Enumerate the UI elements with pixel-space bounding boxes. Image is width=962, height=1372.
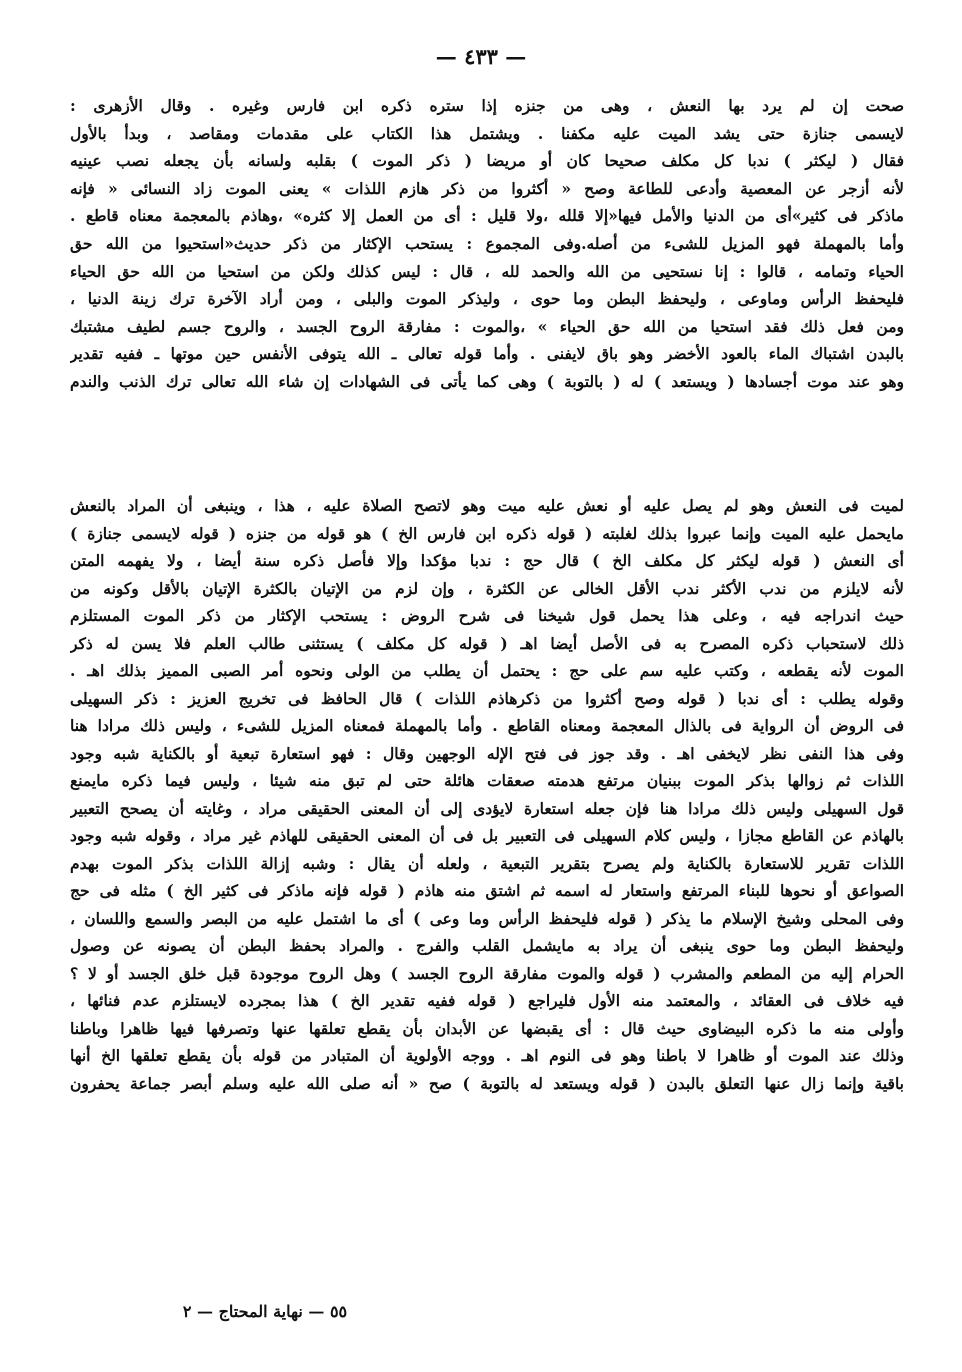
footer-signature (0, 1302, 962, 1321)
main-text-line: بالبدن اشتباك الماء بالعود الأخضر وهو باق لايفنى . وأما قوله تعالى ـ الله يتوفى الأنفس حين موتها ـ ففيه تقدير (70, 344, 904, 364)
commentary-line: فى الروض أن الرواية فى بالذال المعجمة ومعناه القاطع . وأما بالمهملة فمعناه المزيل للشىء ، وليس ذلك مرادا هنا (70, 716, 904, 735)
commentary-line: ذلك لاستحباب ذكره المصرح به فى الأصل أيضا اهـ ( قوله كل مكلف ) يستثنى طالب العلم فلا يسن له ذكر (70, 633, 904, 653)
commentary-line: لأنه لايلزم من ندب الأكثر ندب الأقل الخالى عن الكثرة ، وإن لزم من الإتيان بالكثرة الإتيان بالأقل وكونه من (70, 578, 904, 598)
commentary-line: وذلك عند الموت أو ظاهرا لا باطنا وهو فى النوم اهـ . ووجه الأولوية أن المتبادر من قوله بأن يقطع تعلقها الخ أنها (70, 1046, 904, 1065)
main-text-line: فقال ( ليكثر ) ندبا كل مكلف صحيحا كان أو مريضا ( ذكر الموت ) بقلبه ولسانه بأن يجعله نصب عينيه (70, 151, 904, 171)
main-text-line: وأما بالمهملة فهو المزيل للشىء من أصله.وفى المجموع : يستحب الإكثار من ذكر حديث«استحيوا من الله حق (70, 233, 904, 253)
main-text-line: فليحفظ الرأس وماوعى ، وليحفظ البطن وما حوى ، وليذكر الموت والبلى ، ومن أراد الآخرة ترك زينة الدنيا ، (70, 289, 904, 309)
main-text-line: ماذكر فى كثير»أى من الدنيا والأمل فيها«إلا قلله ،ولا قليل : أى من العمل إلا كثره» ،وهاذم بالمعجمة معناه قاطع . (70, 206, 904, 226)
commentary-line: وقوله يطلب : أى ندبا ( قوله وصح أكثروا من ذكرهاذم اللذات ) قال الحافظ فى تخريج العزيز : ذكر السهيلى (70, 688, 904, 708)
commentary-line: فيه خلاف فى العقائد ، والمعتمد منه الأول فليراجع ( قوله ففيه تقدير الخ ) هذا بمجرده لايستلزم عدم فنائها ، (70, 991, 904, 1010)
commentary-line: قول السهيلى وليس ذلك مرادا هنا فإن جعله استعارة لايؤدى إلى أن المعنى الحقيقى مراد ، وغايته أن يصحح التعبير (70, 798, 904, 818)
page-number: — ٤٣٣ — (435, 44, 527, 69)
commentary-line: حيث اندراجه فيه ، وعلى هذا يحمل قول شيخنا فى شرح الروض : يستحب الإكثار من ذكر الموت المستلزم (70, 606, 904, 625)
commentary-line: اللذات ثم زوالها بذكر الموت ببنيان مرتفع هدمته صعقات هائلة حتى لم تبق منه شيئا ، وليس فيما ذكره مايمنع (70, 771, 904, 790)
commentary-line: الموت لأنه يقطعه ، وكتب عليه سم على حج : يحتمل أن يطلب من الولى ونحوه أمر الصبى المميز بذلك اهـ . (70, 661, 904, 680)
signature-text: ٥٥ — نهاية المحتاج — ٢ (182, 1302, 348, 1321)
commentary-line: وفى المحلى وشيخ الإسلام ما يذكر ( قوله فليحفظ الرأس وما وعى ) أى ما اشتمل عليه من البصر والسمع واللسان ، (70, 908, 904, 928)
commentary-line: باقية وإنما زال عنها التعلق بالبدن ( قوله ويستعد له بالتوبة ) صح « أنه صلى الله عليه وسلم أبصر جماعة يحفرون (70, 1073, 904, 1093)
commentary-line: الصواعق أو نحوها للبناء المرتفع واستعار له اسمه ثم اشتق منه هاذم ( قوله فإنه ماذكر فى كثير الخ ) مثله فى حج (70, 881, 904, 900)
commentary-block (70, 492, 904, 1097)
main-text-line: الحياء وتمامه ، قالوا : إنا نستحيى من الله والحمد لله ، قال : ليس كذلك ولكن من استحيا من الله حق الحياء (70, 261, 904, 281)
commentary-line: لميت فى النعش وهو لم يصل عليه أو نعش عليه ميت وهو لاتصح الصلاة عليه ، هذا ، وينبغى أن المراد بالنعش (70, 496, 904, 515)
main-text-line: ومن فعل ذلك فقد استحيا من الله حق الحياء » ،والموت : مفارقة الروح الجسد ، والروح جسم لطيف مشتبك (70, 316, 904, 336)
main-text-line: وهو عند موت أجسادها ( ويستعد ) له ( بالتوبة ) وهى كما يأتى فى الشهادات إن شاء الله تعالى ترك الذنب والندم (70, 371, 904, 391)
main-text-line: صحت إن لم يرد بها النعش ، وهى من جنزه إذا ستره ذكره ابن فارس وغيره . وقال الأزهرى : (70, 96, 904, 115)
commentary-line: الحرام إليه من المطعم والمشرب ( قوله والموت مفارقة الروح الجسد ) وهل الروح موجودة قبل خلق الجسد أو لا ؟ (70, 963, 904, 983)
commentary-line: وأولى منه ما ذكره البيضاوى حيث قال : أى يقبضها عن الأبدان بأن يقطع تعلقها عنها وتصرفها فيها ظاهرا وباطنا (70, 1018, 904, 1038)
commentary-line: وليحفظ البطن وما حوى ينبغى أن يراد به مايشمل القلب والفرج . والمراد بحفظ البطن أن يصونه عن وصول (70, 936, 904, 955)
commentary-line: مايحمل عليه الميت وإنما عبروا بذلك لغلبته ( قوله ذكره ابن فارس الخ ) هو قوله من جنزه ( قوله لايسمى جنازة ) (70, 523, 904, 543)
commentary-line: اللذات تقرير للاستعارة بالكناية ولم يصرح بتقرير التبعية ، ولعله أن يقال : وشبه إزالة اللذات بذكر الموت بهدم (70, 853, 904, 873)
commentary-line: أى النعش ( قوله ليكثر كل مكلف الخ ) قال حج : ندبا مؤكدا وإلا فأصل ذكره سنة أيضا ، ولا يفهمه المتن (70, 551, 904, 570)
main-text-block (70, 92, 904, 396)
commentary-line: وفى هذا النفى نظر لايخفى اهـ . وقد جوز فى فتح الإله الوجهين وقال : فهو استعارة تبعية أو بالكناية شبه وجود (70, 743, 904, 763)
main-text-line: لايسمى جنازة حتى يشد الميت عليه مكفنا . ويشتمل هذا الكتاب على مقدمات ومقاصد ، وبدأ بالأول (70, 123, 904, 143)
commentary-line: بالهاذم عن القاطع مجازا ، وليس كلام السهيلى فى التعبير بل فى أن المعنى الحقيقى للهاذم غير مراد ، وقوله شبه وجود (70, 826, 904, 845)
main-text-line: لأنه أزجر عن المعصية وأدعى للطاعة وصح « أكثروا من ذكر هازم اللذات » يعنى الموت زاد النسائى « فإنه (70, 178, 904, 198)
